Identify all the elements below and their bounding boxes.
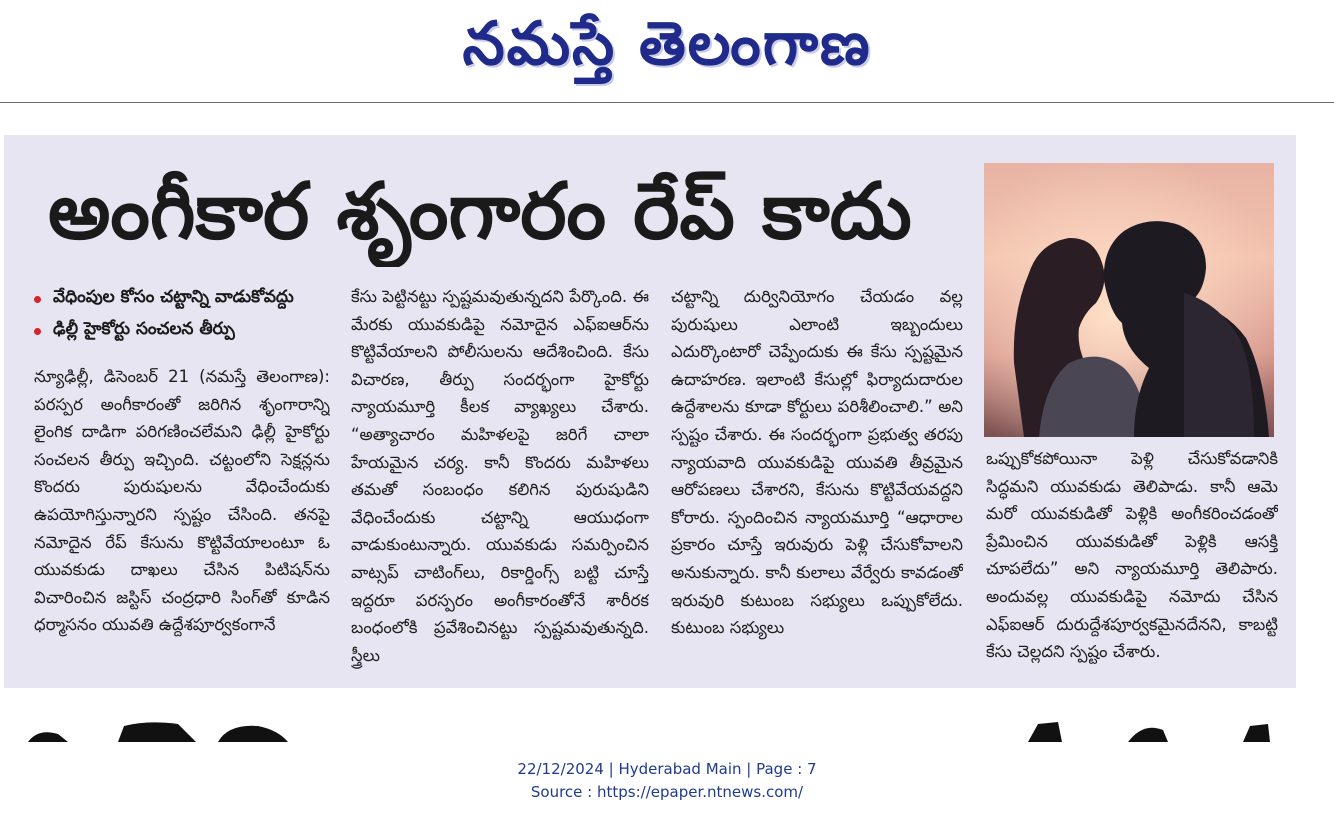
newspaper-logo: నమస్తే తెలంగాణ [462,9,872,79]
highlight-text: ఢిల్లీ హైకోర్టు సంచలన తీర్పు [53,319,235,339]
bullet-icon [34,328,41,335]
highlight-item [34,315,334,347]
page-footer [0,758,1334,804]
column-text: కేసు పెట్టినట్టు స్పష్టమవుతున్నదని పేర్కొంది. ఈ మేరకు యువకుడిపై నమోదైన ఎఫ్ఐఆర్‌ను కొట్టివేయాలని పోలీసులను ఆదేశించింది. కేసు విచారణ, తీర్పు సందర్భంగా హైకోర్టు న్యాయమూర్తి కీలక వ్యాఖ్యలు చేశారు. “అత్యాచారం మహిళలపై జరిగే చాలా హేయమైన చర్య. కానీ కొందరు మహిళలు తమతో సంబంధం కలిగిన పురుషుడిని వేధించేందుకు చట్టాన్ని ఆయుధంగా వాడుకుంటున్నారు. యువకుడు సమర్పించిన వాట్సప్ చాటింగ్‌లు, రికార్డింగ్స్ బట్టి చూస్తే ఇద్దరూ పరస్పరం అంగీకారంతోనే శారీరక బంధంలోకి ప్రవేశించినట్టు స్పష్టమవుతున్నది. స్త్రీలు [351,287,649,665]
bullet-icon [34,296,41,303]
masthead [0,0,1334,102]
article-column-3 [671,283,963,669]
article-column-2 [351,283,649,669]
source-link[interactable]: Source : https://epaper.ntnews.com/ [530,783,804,801]
article-column-4 [986,445,1278,671]
article-clipping [4,135,1296,688]
next-article-strip [28,720,1278,742]
column-text: చట్టాన్ని దుర్వినియోగం చేయడం వల్ల పురుషులు ఎలాంటి ఇబ్బందులు ఎదుర్కొంటారో చెప్పేందుకు ఈ కేసు స్పష్టమైన ఉదాహరణ. ఇలాంటి కేసుల్లో ఫిర్యాదుదారుల ఉద్దేశాలను కూడా కోర్టులు పరిశీలించాలి.” అని స్పష్టం చేశారు. ఈ సందర్భంగా ప్రభుత్వ తరపు న్యాయవాది యువకుడిపై యువతి తీవ్రమైన ఆరోపణలు చేశారని, కేసును కొట్టివేయవద్దని కోరారు. స్పందించిన న్యాయమూర్తి “ఆధారాల ప్రకారం చూస్తే ఇరువురు పెళ్లి చేసుకోవాలని అనుకున్నారు. కానీ కులాలు వేర్వేరు కావడంతో ఇరువురి కుటుంబ సభ్యులు ఒప్పుకోలేదు. కుటుంబ సభ్యులు [671,287,963,638]
highlight-item [34,283,334,315]
article-headline: అంగీకార శృంగారం రేప్ కాదు [48,167,912,257]
article-highlights [34,283,334,347]
header-divider [0,102,1334,103]
column-text: ఒప్పుకోకపోయినా పెళ్లి చేసుకోవడానికి సిద్ధమని యువకుడు తెలిపాడు. కానీ ఆమె మరో యువకుడితో పెళ్లికి అంగీకరించడంతో ప్రేమించిన యువకుడితో పెళ్లికి ఆసక్తి చూపలేదు” అని న్యాయమూర్తి తెలిపారు. అందువల్ల యువకుడిపై నమోదు చేసిన ఎఫ్ఐఆర్ దురుద్దేశపూర్వకమైనదేనని, కాబట్టి కేసు చెల్లదని స్పష్టం చేశారు. [986,449,1278,662]
couple-silhouette-photo [984,163,1274,437]
column-text: న్యూఢిల్లీ, డిసెంబర్ 21 (నమస్తే తెలంగాణ): పరస్పర అంగీకారంతో జరిగిన శృంగారాన్ని లైంగిక దాడిగా పరిగణించలేమని ఢిల్లీ హైకోర్టు సంచలన తీర్పు ఇచ్చింది. చట్టంలోని సెక్షన్లను కొందరు పురుషులను వేధించేందుకు ఉపయోగిస్తున్నారని స్పష్టం చేసింది. తనపై నమోదైన రేప్ కేసును కొట్టివేయాలంటూ ఓ యువకుడు దాఖలు చేసిన పిటిషన్‌ను విచారించిన జస్టిస్ చంద్రధారి సింగ్‌తో కూడిన ధర్మాసనం యువతి ఉద్దేశపూర్వకంగానే [34,367,330,635]
highlight-text: వేధింపుల కోసం చట్టాన్ని వాడుకోవద్దు [53,287,294,307]
article-column-1 [34,363,330,669]
edition-info: 22/12/2024 | Hyderabad Main | Page : 7 [517,760,817,778]
